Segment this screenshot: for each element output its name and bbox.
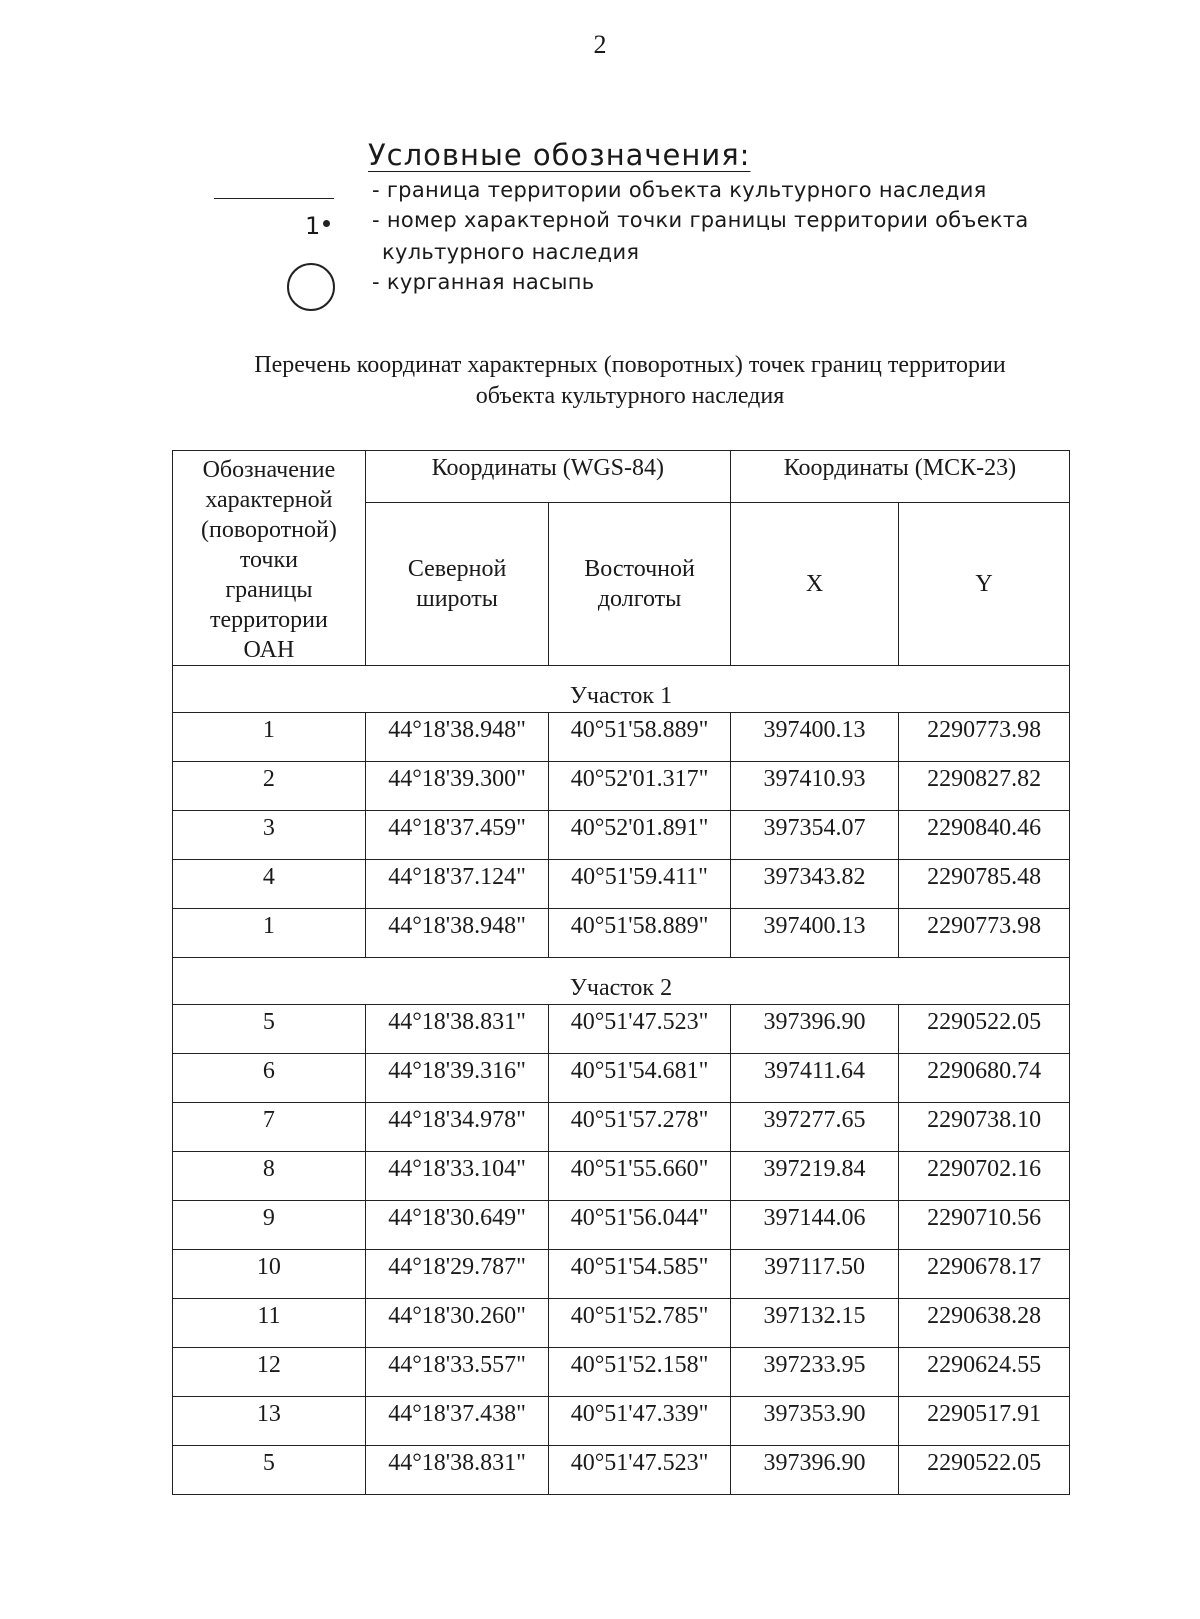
cell-point: 6 bbox=[173, 1054, 366, 1103]
cell-x: 397400.13 bbox=[730, 909, 898, 958]
cell-y: 2290710.56 bbox=[899, 1201, 1070, 1250]
cell-x: 397354.07 bbox=[730, 811, 898, 860]
header-y: Y bbox=[899, 502, 1070, 665]
section-row bbox=[173, 958, 1070, 1005]
table-row bbox=[173, 1103, 1070, 1152]
cell-lat: 44°18'39.300" bbox=[365, 762, 548, 811]
cell-lon: 40°51'54.681" bbox=[549, 1054, 731, 1103]
header-north bbox=[365, 502, 548, 665]
boundary-line-icon bbox=[214, 198, 334, 199]
table-row bbox=[173, 1152, 1070, 1201]
point-marker-icon bbox=[305, 212, 330, 240]
caption-line-2: объекта культурного наследия bbox=[475, 383, 785, 409]
cell-y: 2290702.16 bbox=[899, 1152, 1070, 1201]
cell-point: 9 bbox=[173, 1201, 366, 1250]
cell-y: 2290678.17 bbox=[899, 1250, 1070, 1299]
header-east-line: долготы bbox=[597, 585, 682, 612]
mound-circle-icon bbox=[287, 263, 335, 311]
header-point-line: (поворотной) bbox=[200, 517, 337, 543]
point-marker-label: 1 bbox=[305, 212, 321, 240]
legend bbox=[200, 138, 1100, 338]
table-row bbox=[173, 713, 1070, 762]
cell-x: 397396.90 bbox=[730, 1446, 898, 1495]
cell-y: 2290840.46 bbox=[899, 811, 1070, 860]
table-row bbox=[173, 1299, 1070, 1348]
cell-point: 5 bbox=[173, 1005, 366, 1054]
table-row bbox=[173, 1397, 1070, 1446]
coordinates-table bbox=[172, 450, 1070, 1495]
cell-y: 2290517.91 bbox=[899, 1397, 1070, 1446]
cell-point: 13 bbox=[173, 1397, 366, 1446]
header-north-line: широты bbox=[416, 585, 498, 612]
coordinates-body bbox=[173, 666, 1070, 1495]
header-x: X bbox=[730, 502, 898, 665]
header-point bbox=[173, 451, 366, 666]
cell-x: 397219.84 bbox=[730, 1152, 898, 1201]
header-east bbox=[549, 502, 731, 665]
table-row bbox=[173, 762, 1070, 811]
section-row bbox=[173, 666, 1070, 713]
cell-lon: 40°51'55.660" bbox=[549, 1152, 731, 1201]
cell-x: 397410.93 bbox=[730, 762, 898, 811]
cell-x: 397411.64 bbox=[730, 1054, 898, 1103]
cell-lon: 40°51'47.339" bbox=[549, 1397, 731, 1446]
cell-x: 397353.90 bbox=[730, 1397, 898, 1446]
header-wgs: Координаты (WGS-84) bbox=[365, 451, 730, 503]
cell-x: 397144.06 bbox=[730, 1201, 898, 1250]
table-row bbox=[173, 811, 1070, 860]
cell-x: 397277.65 bbox=[730, 1103, 898, 1152]
cell-lon: 40°51'57.278" bbox=[549, 1103, 731, 1152]
header-east-line: Восточной bbox=[584, 555, 695, 582]
cell-lon: 40°51'58.889" bbox=[549, 713, 731, 762]
cell-x: 397396.90 bbox=[730, 1005, 898, 1054]
cell-lat: 44°18'38.831" bbox=[365, 1446, 548, 1495]
cell-lon: 40°51'52.785" bbox=[549, 1299, 731, 1348]
cell-x: 397400.13 bbox=[730, 713, 898, 762]
cell-y: 2290680.74 bbox=[899, 1054, 1070, 1103]
cell-lat: 44°18'37.124" bbox=[365, 860, 548, 909]
cell-point: 7 bbox=[173, 1103, 366, 1152]
cell-lon: 40°51'59.411" bbox=[549, 860, 731, 909]
cell-y: 2290738.10 bbox=[899, 1103, 1070, 1152]
cell-lat: 44°18'38.948" bbox=[365, 909, 548, 958]
cell-y: 2290522.05 bbox=[899, 1005, 1070, 1054]
table-row bbox=[173, 1250, 1070, 1299]
header-msk: Координаты (МСК-23) bbox=[730, 451, 1069, 503]
cell-point: 4 bbox=[173, 860, 366, 909]
cell-point: 1 bbox=[173, 713, 366, 762]
cell-y: 2290785.48 bbox=[899, 860, 1070, 909]
table-row bbox=[173, 1201, 1070, 1250]
section-title: Участок 1 bbox=[173, 666, 1070, 713]
cell-lon: 40°51'58.889" bbox=[549, 909, 731, 958]
header-point-line: территории bbox=[209, 607, 328, 633]
cell-lat: 44°18'37.438" bbox=[365, 1397, 548, 1446]
cell-x: 397233.95 bbox=[730, 1348, 898, 1397]
cell-y: 2290624.55 bbox=[899, 1348, 1070, 1397]
legend-point-text-cont: культурного наследия bbox=[382, 240, 640, 264]
header-point-line: Обозначение bbox=[202, 457, 336, 483]
cell-lon: 40°52'01.317" bbox=[549, 762, 731, 811]
table-row bbox=[173, 1054, 1070, 1103]
legend-mound-text: - курганная насыпь bbox=[372, 270, 595, 294]
table-caption bbox=[0, 350, 1200, 412]
caption-line-1: Перечень координат характерных (поворотных) точек границ территории bbox=[254, 352, 1006, 378]
legend-title: Условные обозначения: bbox=[368, 138, 751, 172]
section-title: Участок 2 bbox=[173, 958, 1070, 1005]
cell-y: 2290522.05 bbox=[899, 1446, 1070, 1495]
cell-y: 2290827.82 bbox=[899, 762, 1070, 811]
cell-lon: 40°51'52.158" bbox=[549, 1348, 731, 1397]
cell-point: 1 bbox=[173, 909, 366, 958]
legend-point-text: - номер характерной точки границы территории объекта bbox=[372, 208, 1029, 232]
table-row bbox=[173, 1005, 1070, 1054]
table-row bbox=[173, 860, 1070, 909]
header-point-line: границы bbox=[225, 577, 313, 603]
cell-y: 2290638.28 bbox=[899, 1299, 1070, 1348]
cell-lon: 40°51'47.523" bbox=[549, 1446, 731, 1495]
table-row bbox=[173, 1348, 1070, 1397]
cell-x: 397343.82 bbox=[730, 860, 898, 909]
cell-y: 2290773.98 bbox=[899, 909, 1070, 958]
cell-lat: 44°18'38.948" bbox=[365, 713, 548, 762]
table-row bbox=[173, 1446, 1070, 1495]
cell-lat: 44°18'34.978" bbox=[365, 1103, 548, 1152]
cell-lon: 40°51'54.585" bbox=[549, 1250, 731, 1299]
cell-point: 3 bbox=[173, 811, 366, 860]
cell-point: 8 bbox=[173, 1152, 366, 1201]
header-point-line: характерной bbox=[205, 487, 333, 513]
cell-point: 10 bbox=[173, 1250, 366, 1299]
cell-lat: 44°18'30.649" bbox=[365, 1201, 548, 1250]
point-dot-icon bbox=[323, 220, 330, 227]
cell-point: 5 bbox=[173, 1446, 366, 1495]
cell-lat: 44°18'30.260" bbox=[365, 1299, 548, 1348]
cell-y: 2290773.98 bbox=[899, 713, 1070, 762]
cell-point: 2 bbox=[173, 762, 366, 811]
cell-lat: 44°18'33.104" bbox=[365, 1152, 548, 1201]
header-north-line: Северной bbox=[407, 555, 507, 582]
cell-lat: 44°18'29.787" bbox=[365, 1250, 548, 1299]
cell-lon: 40°52'01.891" bbox=[549, 811, 731, 860]
cell-point: 12 bbox=[173, 1348, 366, 1397]
cell-x: 397132.15 bbox=[730, 1299, 898, 1348]
table-row bbox=[173, 909, 1070, 958]
cell-point: 11 bbox=[173, 1299, 366, 1348]
cell-lon: 40°51'47.523" bbox=[549, 1005, 731, 1054]
page-number: 2 bbox=[593, 30, 607, 59]
cell-lat: 44°18'33.557" bbox=[365, 1348, 548, 1397]
cell-lon: 40°51'56.044" bbox=[549, 1201, 731, 1250]
header-point-line: ОАН bbox=[243, 637, 295, 663]
cell-lat: 44°18'39.316" bbox=[365, 1054, 548, 1103]
cell-lat: 44°18'38.831" bbox=[365, 1005, 548, 1054]
header-point-line: точки bbox=[239, 547, 298, 573]
legend-boundary-text: - граница территории объекта культурного наследия bbox=[372, 178, 987, 202]
cell-x: 397117.50 bbox=[730, 1250, 898, 1299]
cell-lat: 44°18'37.459" bbox=[365, 811, 548, 860]
